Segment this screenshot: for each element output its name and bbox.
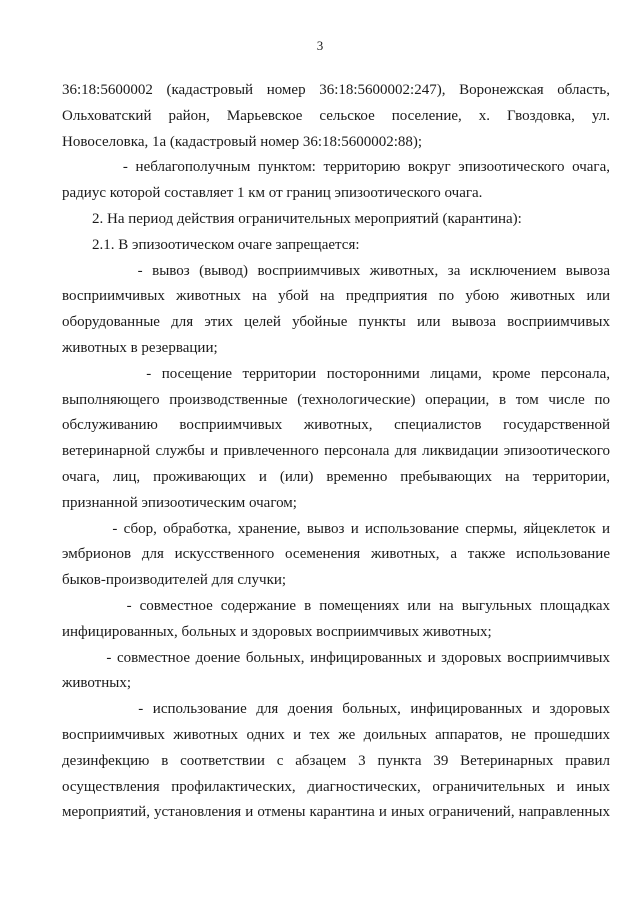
text-line: - сбор, обработка, хранение, вывоз и использование спермы, яйцеклеток и (62, 520, 610, 537)
page-number: 3 (316, 38, 324, 53)
text-line: выполняющего производственные (технологические) операции, в том числе по (62, 391, 610, 408)
text-line: инфицированных, больных и здоровых восприимчивых животных; (62, 623, 492, 640)
text-line: - использование для доения больных, инфицированных и здоровых (62, 701, 610, 718)
text-line: обслуживанию восприимчивых животных, специалистов государственной (62, 417, 610, 434)
text-line: Ольховатский район, Марьевское сельское поселение, х. Гвоздовка, ул. (62, 107, 610, 124)
text-line: мероприятий, установления и отмены карантина и иных ограничений, направленных (62, 804, 610, 821)
text-line: - неблагополучным пунктом: территорию вокруг эпизоотического очага, (62, 159, 610, 176)
text-line: очага, лиц, проживающих и (или) временно пребывающих на территории, (62, 468, 610, 485)
text-line: осуществления профилактических, диагностических, ограничительных и иных (62, 778, 610, 795)
document-body (62, 78, 610, 826)
text-line: быков-производителей для случки; (62, 572, 287, 589)
text-line: эмбрионов для искусственного осеменения животных, а также использование (62, 546, 610, 563)
text-line: животных; (62, 675, 132, 692)
text-line: дезинфекцию в соответствии с абзацем 3 пункта 39 Ветеринарных правил (62, 752, 610, 769)
text-line: 2. На период действия ограничительных мероприятий (карантина): (62, 210, 522, 227)
text-line: - совместное содержание в помещениях или на выгульных площадках (62, 597, 610, 614)
text-line: восприимчивых животных одних и тех же доильных аппаратов, не прошедших (62, 726, 610, 743)
text-line: 36:18:5600002 (кадастровый номер 36:18:5600002:247), Воронежская область, (62, 82, 610, 98)
text-line: ветеринарной службы и привлеченного персонала для ликвидации эпизоотического (62, 443, 610, 460)
text-line: Новоселовка, 1а (кадастровый номер 36:18:5600002:88); (62, 133, 423, 150)
text-line: - совместное доение больных, инфицированных и здоровых восприимчивых (62, 649, 610, 666)
text-line: 2.1. В эпизоотическом очаге запрещается: (62, 236, 360, 253)
text-line: животных в резервации; (62, 339, 218, 356)
text-line: оборудованные для этих целей убойные пункты или вывоза восприимчивых (62, 314, 610, 331)
text-line: - вывоз (вывод) восприимчивых животных, за исключением вывоза (62, 262, 610, 279)
text-line: - посещение территории посторонними лицами, кроме персонала, (62, 365, 610, 382)
text-line: радиус которой составляет 1 км от границ эпизоотического очага. (62, 185, 483, 202)
text-line: признанной эпизоотическим очагом; (62, 494, 297, 511)
text-line: восприимчивых животных на убой на предприятия по убою животных или (62, 288, 610, 305)
